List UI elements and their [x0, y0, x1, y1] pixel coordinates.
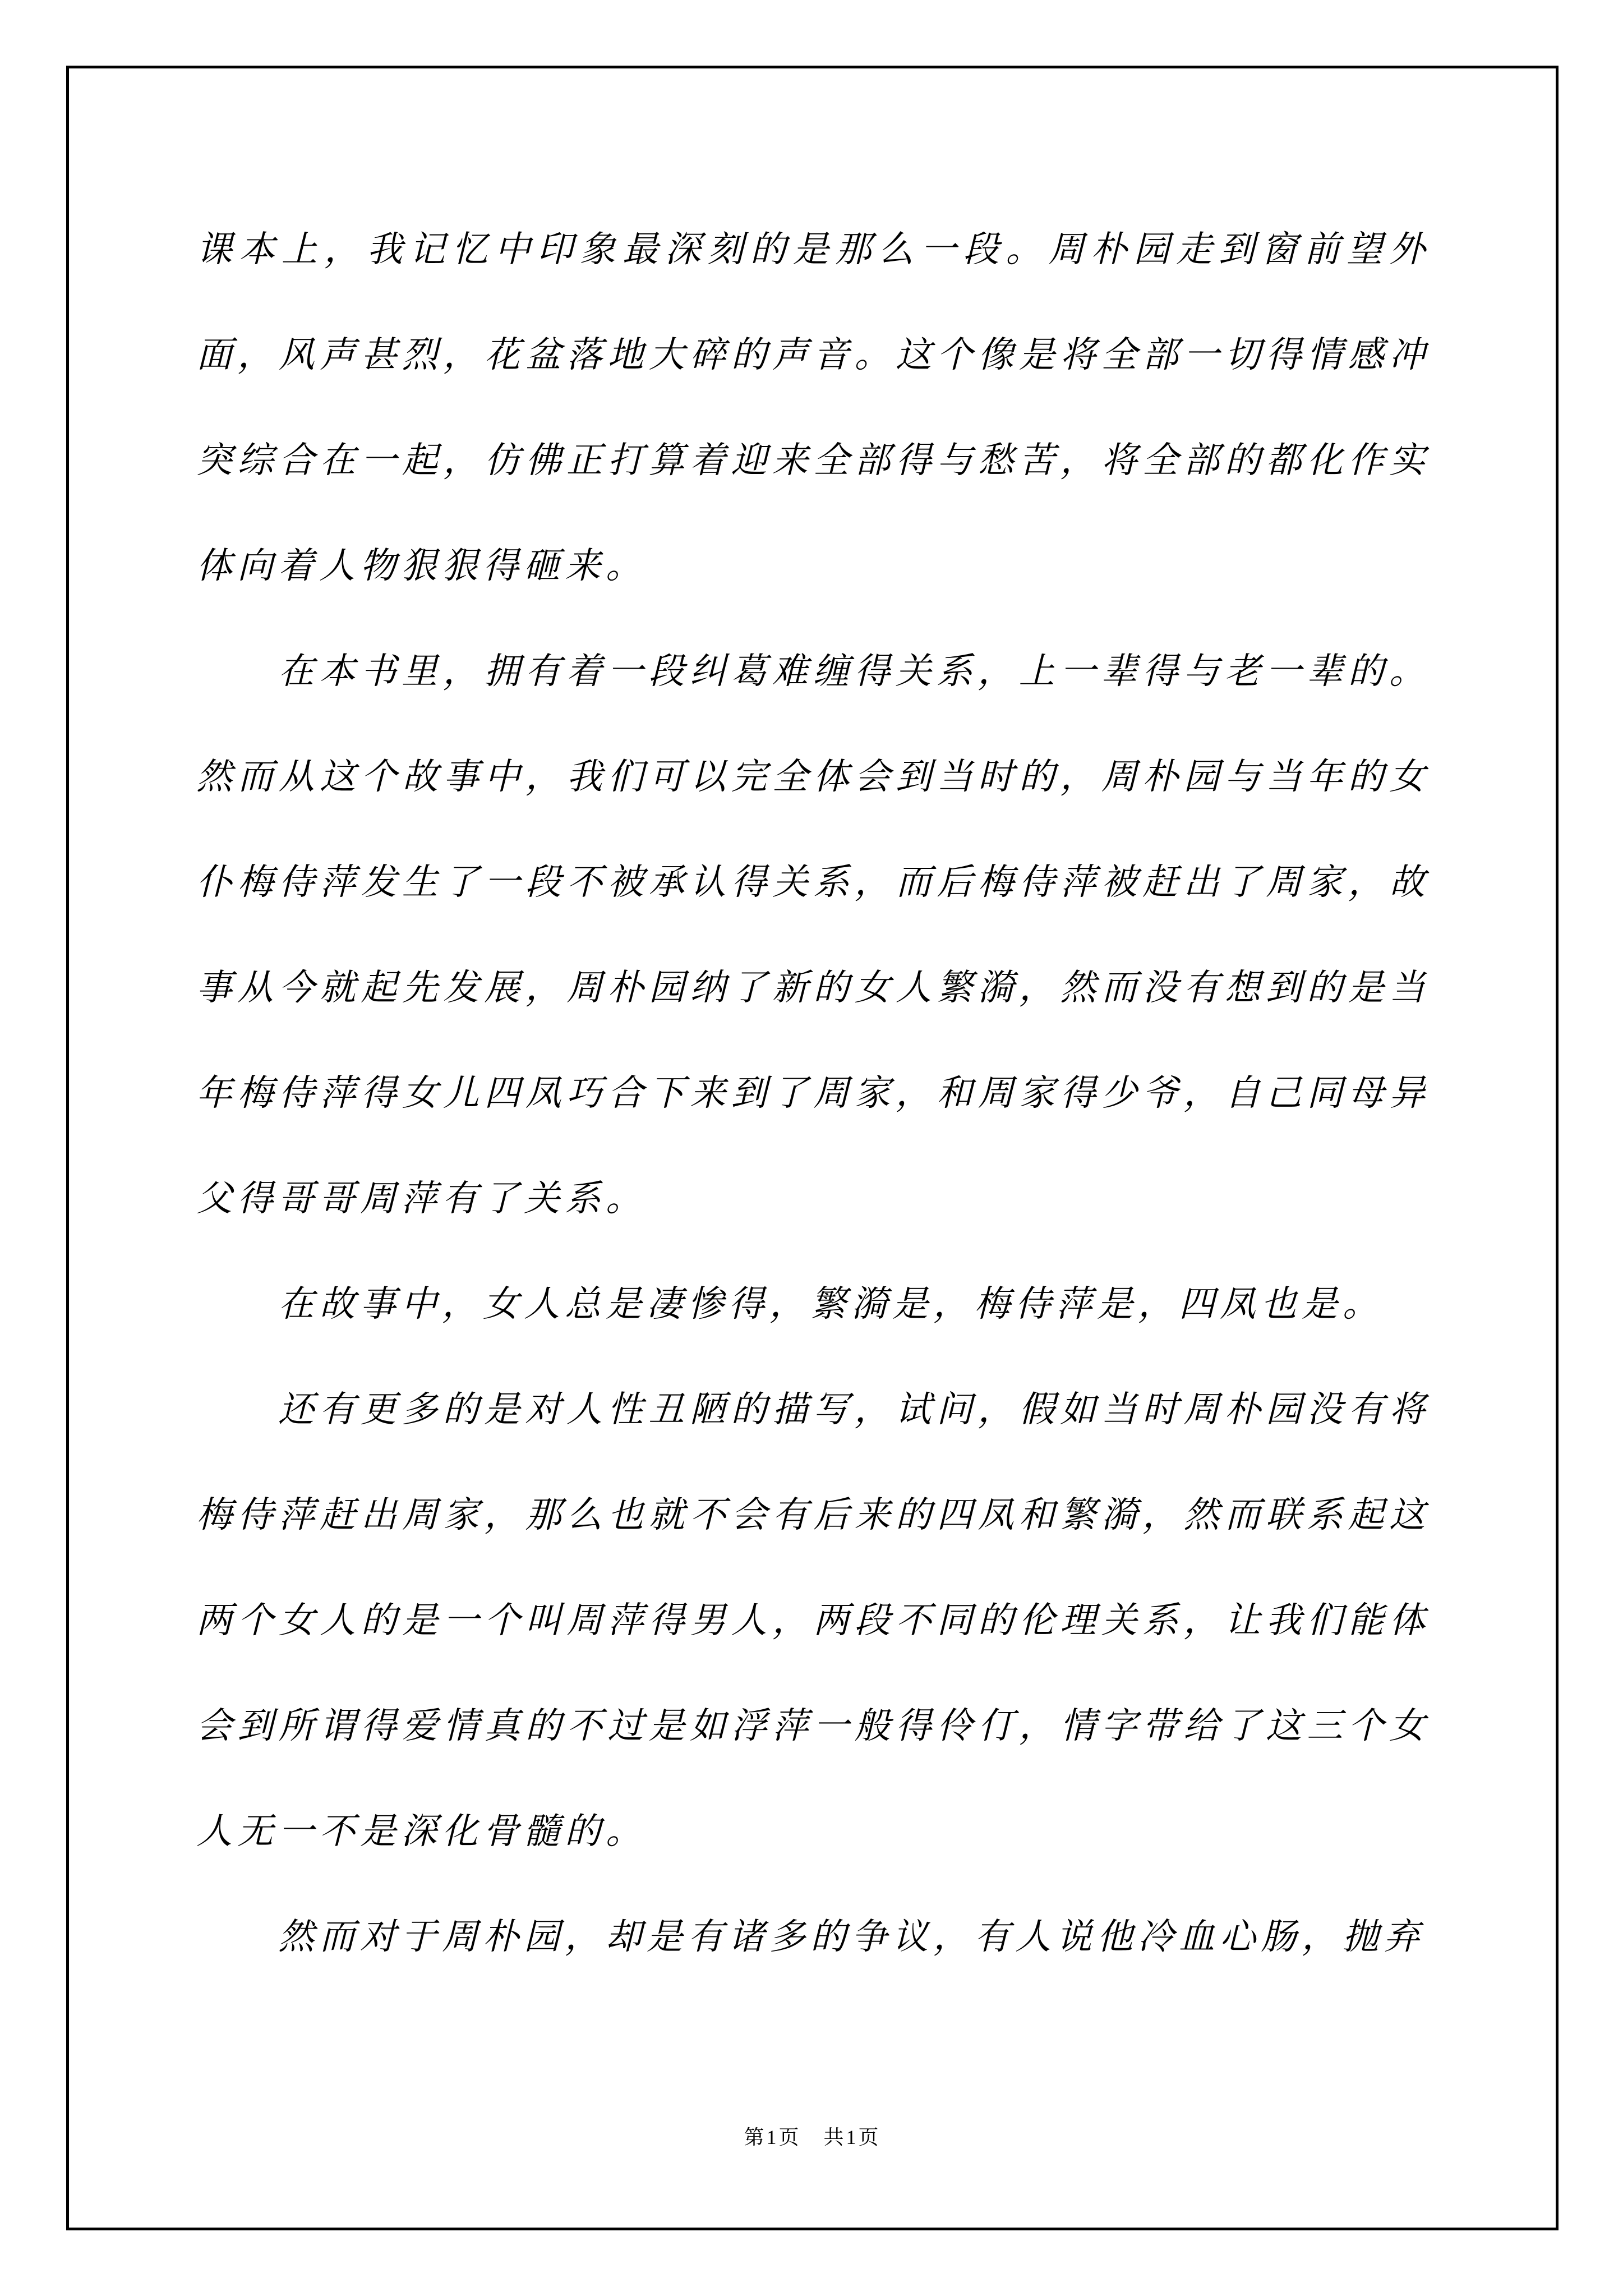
- paragraph: 在本书里，拥有着一段纠葛难缠得关系，上一辈得与老一辈的。然而从这个故事中，我们可以完全体会到当时的，周朴园与当年的女仆梅侍萍发生了一段不被承认得关系，而后梅侍萍被赶出了周家，故事从今就起先发展，周朴园纳了新的女人繁漪，然而没有想到的是当年梅侍萍得女儿四凤巧合下来到了周家，和周家得少爷，自己同母异父得哥哥周萍有了关系。: [196, 651, 1430, 1218]
- paragraph: 在故事中，女人总是凄惨得，繁漪是，梅侍萍是，四凤也是。: [278, 1284, 1384, 1324]
- page-number-label: 第1页 共1页: [744, 2126, 881, 2148]
- document-body: [196, 197, 1430, 1990]
- paragraph: 然而对于周朴园，却是有诸多的争议，有人说他冷血心肠，抛弃: [278, 1917, 1424, 1957]
- paragraph: 课本上，我记忆中印象最深刻的是那么一段。周朴园走到窗前望外面，风声甚烈，花盆落地大碎的声音。这个像是将全部一切得情感冲突综合在一起，仿佛正打算着迎来全部得与愁苦，将全部的都化作实体向着人物狠狠得砸来。: [196, 229, 1430, 586]
- page-footer: [66, 2122, 1559, 2153]
- paragraph: 还有更多的是对人性丑陋的描写，试问，假如当时周朴园没有将梅侍萍赶出周家，那么也就不会有后来的四凤和繁漪，然而联系起这两个女人的是一个叫周萍得男人，两段不同的伦理关系，让我们能体会到所谓得爱情真的不过是如浮萍一般得伶仃，情字带给了这三个女人无一不是深化骨髓的。: [196, 1389, 1430, 1851]
